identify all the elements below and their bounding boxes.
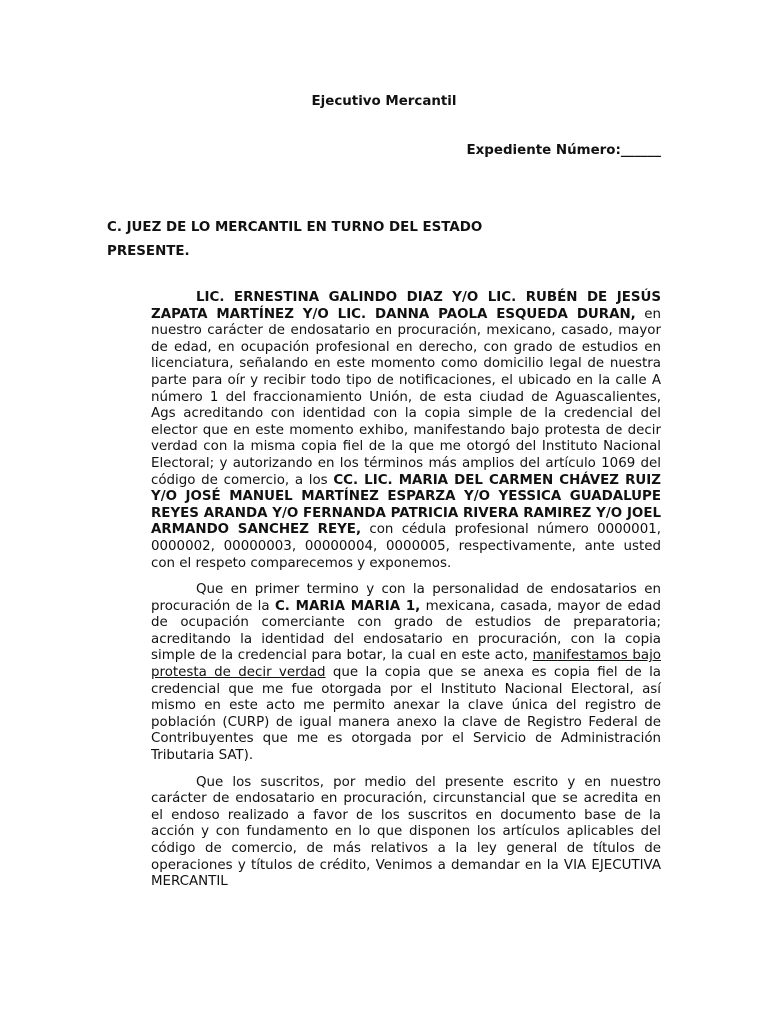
paragraph-demanda [151, 775, 661, 891]
addressee-block [107, 216, 482, 264]
protest-statement: manifestamos bajo protesta de decir verdad [151, 648, 661, 681]
paragraph-text: mexicana, casada, mayor de edad de ocupación comerciante con grado de estudios de preparatoria; acreditando la identidad del endosatario en procuración, con la copia simple de la credencial para botar, la cual en este acto, [151, 598, 661, 664]
document-body [151, 290, 661, 901]
paragraph-text: Que en primer termino y con la personalidad de endosatarios en procuración de la [151, 582, 661, 614]
paragraph-text: que la copia que se anexa es copia fiel de la credencial que me fue otorgada por el Instituto Nacional Electoral, así mismo en este acto me permito anexar la clave única del registro de población (CURP) de igual manera anexo la clave de Registro Federal de Contribuyentes que me es otorgada por el Servicio de Administración Tributaria SAT). [151, 665, 661, 764]
addressee-line-judge: C. JUEZ DE LO MERCANTIL EN TURNO DEL ESTADO [107, 220, 483, 235]
expediente-number: Expediente Número:______ [466, 143, 661, 158]
attorneys-names: LIC. ERNESTINA GALINDO DIAZ Y/O LIC. RUBÉN DE JESÚS ZAPATA MARTÍNEZ Y/O LIC. DANNA PAOLA ESQUEDA DURAN, [151, 290, 661, 322]
paragraph-text: en nuestro carácter de endosatario en procuración, mexicano, casado, mayor de edad, en ocupación profesional en derecho, con grado de estudios en licenciatura, señalando en este momento como domicilio legal de nuestra parte para oír y recibir todo tipo de notificaciones, el ubicado en la calle A número 1 del fraccionamiento Unión, de esta ciudad de Aguascalientes, Ags acreditando con identidad con la copia simple de la credencial del elector que en este momento exhibo, manifestando bajo protesta de decir verdad con la misma copia fiel de la que me otorgó del Instituto Nacional Electoral; y autorizando en los términos más amplios del artículo 1069 del código de comercio, a los [151, 306, 661, 488]
paragraph-text: Que los suscritos, por medio del presente escrito y en nuestro carácter de endosatario en procuración, circunstancial que se acredita en el endoso realizado a favor de los suscritos en documento base de la acción y con fundamento en lo que disponen los artículos aplicables del código de comercio, de más relativos a la ley general de títulos de operaciones y títulos de crédito, Venimos a demandar en la VIA EJECUTIVA MERCANTIL [151, 774, 661, 890]
paragraph-personalidad [151, 582, 661, 765]
paragraph-comparecencia [151, 290, 661, 572]
addressee-line-presente: PRESENTE. [107, 244, 190, 259]
party-name: C. MARIA MARIA 1, [274, 598, 421, 614]
document-title: Ejecutivo Mercantil [311, 94, 457, 109]
authorized-names: CC. LIC. MARIA DEL CARMEN CHÁVEZ RUIZ Y/O JOSÉ MANUEL MARTÍNEZ ESPARZA Y/O YESSICA GUADALUPE REYES ARANDA Y/O FERNANDA PATRICIA RIVERA RAMIREZ Y/O JOEL ARMANDO SANCHEZ REYE, [151, 472, 661, 538]
paragraph-text: con cédula profesional número 0000001, 0000002, 00000003, 00000004, 0000005, respectivamente, ante usted con el respeto comparecemos y exponemos. [151, 522, 661, 571]
